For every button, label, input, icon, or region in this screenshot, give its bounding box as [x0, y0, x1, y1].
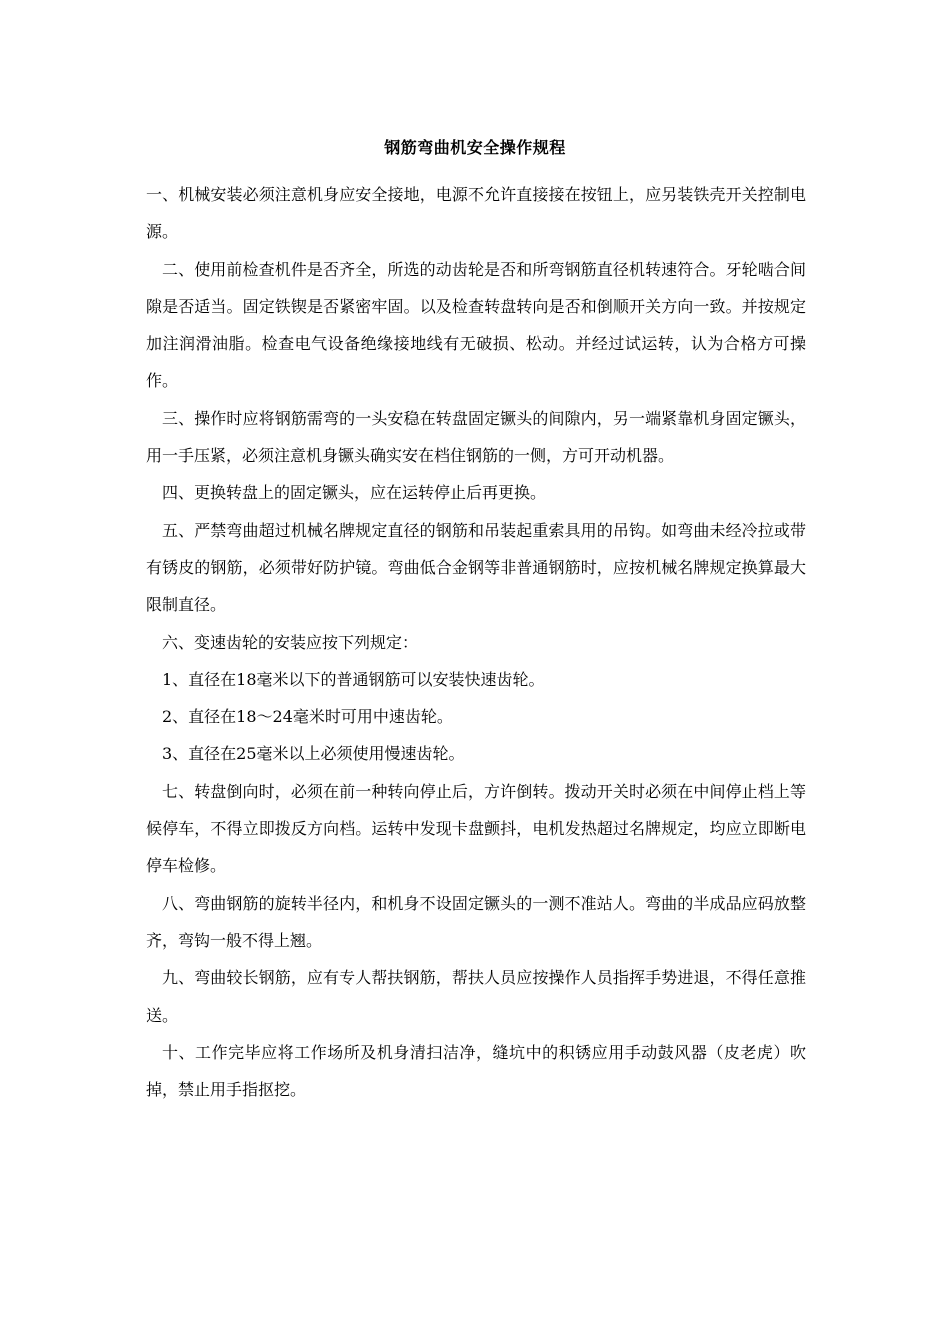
- paragraph-8: 八、弯曲钢筋的旋转半径内，和机身不设固定镢头的一测不准站人。弯曲的半成品应码放整齐，弯钩一般不得上翘。: [146, 893, 806, 950]
- paragraph-1: 一、机械安装必须注意机身应安全接地，电源不允许直接接在按钮上，应另装铁壳开关控制电源。: [146, 185, 806, 242]
- list-item-1: 1、直径在18毫米以下的普通钢筋可以安装快速齿轮。: [162, 669, 545, 689]
- document-body: [146, 176, 806, 1108]
- paragraph-7: 七、转盘倒向时，必须在前一种转向停止后，方许倒转。拨动开关时必须在中间停止档上等候停车，不得立即拨反方向档。运转中发现卡盘颤抖，电机发热超过名牌规定，均应立即断电停车检修。: [146, 781, 806, 876]
- paragraph-3: 三、操作时应将钢筋需弯的一头安稳在转盘固定镢头的间隙内，另一端紧靠机身固定镢头，用一手压紧，必须注意机身镢头确实安在档住钢筋的一侧，方可开动机器。: [146, 408, 806, 466]
- document-title: 钢筋弯曲机安全操作规程: [384, 138, 566, 157]
- paragraph-2: 二、使用前检查机件是否齐全，所选的动齿轮是否和所弯钢筋直径机转速符合。牙轮啮合间隙是否适当。固定铁锲是否紧密牢固。以及检查转盘转向是否和倒顺开关方向一致。并按规定加注润滑油脂。检查电气设备绝缘接地线有无破损、松动。并经过试运转，认为合格方可操作。: [146, 259, 806, 391]
- paragraph-5: 五、严禁弯曲超过机械名牌规定直径的钢筋和吊装起重索具用的吊钩。如弯曲未经冷拉或带有锈皮的钢筋，必须带好防护镜。弯曲低合金钢等非普通钢筋时，应按机械名牌规定换算最大限制直径。: [146, 520, 806, 615]
- paragraph-10: 十、工作完毕应将工作场所及机身清扫洁净，缝坑中的积锈应用手动鼓风器（皮老虎）吹掉，禁止用手指抠挖。: [146, 1042, 806, 1100]
- list-item-3: 3、直径在25毫米以上必须使用慢速齿轮。: [162, 744, 465, 764]
- paragraph-6: 六、变速齿轮的安装应按下列规定：: [162, 632, 419, 652]
- list-item-2: 2、直径在18～24毫米时可用中速齿轮。: [162, 707, 453, 727]
- paragraph-9: 九、弯曲较长钢筋，应有专人帮扶钢筋，帮扶人员应按操作人员指挥手势进退，不得任意推送。: [146, 968, 806, 1025]
- paragraph-4: 四、更换转盘上的固定镢头，应在运转停止后再更换。: [162, 483, 547, 503]
